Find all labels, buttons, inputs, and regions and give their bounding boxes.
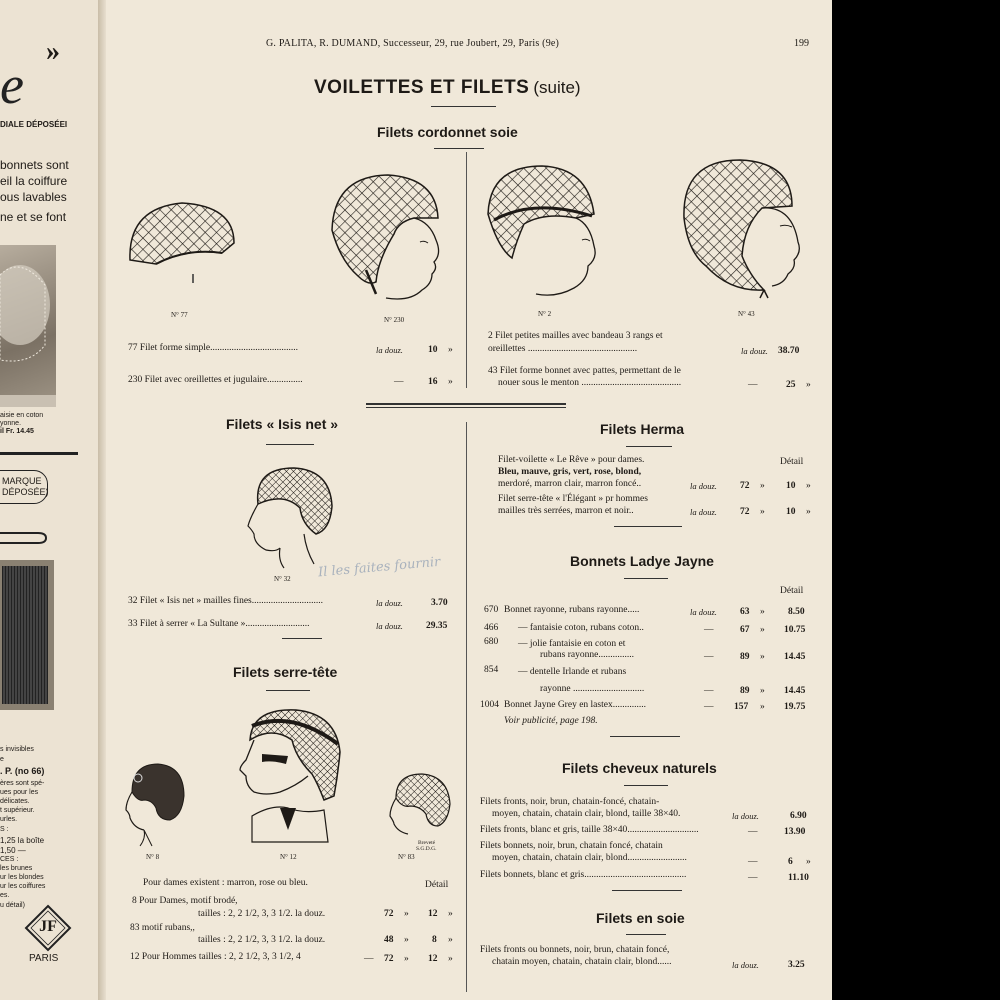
price-unit: la douz. bbox=[732, 960, 759, 970]
price-row-line: rayonne .............................. bbox=[540, 684, 645, 694]
price-value: 12 bbox=[428, 954, 438, 964]
price-value: 6.90 bbox=[790, 811, 807, 821]
price-value: 3.70 bbox=[431, 598, 448, 608]
divider bbox=[0, 452, 78, 455]
price-value: 10.75 bbox=[784, 625, 806, 635]
figure-caption: N° 2 bbox=[538, 310, 552, 318]
left-text-line: ous lavables bbox=[0, 190, 67, 204]
left-text-line: CES : bbox=[0, 856, 19, 863]
price-unit: la douz. bbox=[376, 621, 403, 631]
page-gutter bbox=[98, 0, 106, 1000]
price-row bbox=[128, 375, 303, 386]
section-rule bbox=[282, 638, 322, 639]
left-text-line: les brunes bbox=[0, 865, 33, 872]
price-row-line: moyen, chatain, chatain clair, blond, taille 38×40. bbox=[492, 809, 681, 819]
left-text-line: bonnets sont bbox=[0, 158, 69, 172]
price-unit: — bbox=[704, 625, 714, 635]
net-illustration-12 bbox=[232, 704, 344, 855]
price-row-line: Filets fronts, noir, brun, chatain-foncé, chatain- bbox=[480, 797, 660, 807]
column-header-detail: Détail bbox=[425, 880, 449, 890]
hairpin-icon bbox=[0, 528, 48, 551]
left-text-line: ur les coiffures bbox=[0, 883, 46, 890]
price-value: 10 bbox=[428, 345, 438, 355]
column-header-detail: Détail bbox=[780, 457, 804, 467]
section-heading-cordonnet: Filets cordonnet soie bbox=[377, 124, 518, 140]
price-unit: — bbox=[394, 377, 404, 387]
left-text-line: es. bbox=[0, 892, 10, 899]
left-text-line: 1,50 — bbox=[0, 846, 26, 855]
closing-quote: » bbox=[46, 36, 60, 67]
handwritten-note: Il les faites fournir bbox=[317, 554, 441, 581]
price-value: » bbox=[760, 607, 765, 617]
price-value: 14.45 bbox=[784, 652, 806, 662]
price-value: 72 bbox=[740, 507, 750, 517]
item-number: 680 bbox=[484, 637, 499, 647]
item-number: 466 bbox=[484, 623, 499, 633]
price-value: 157 bbox=[734, 702, 749, 712]
figure-caption: N° 83 bbox=[398, 853, 415, 861]
price-value: » bbox=[448, 954, 453, 964]
price-row-line: Bleu, mauve, gris, vert, rose, blond, bbox=[498, 467, 642, 477]
section-heading-ladye-jayne: Bonnets Ladye Jayne bbox=[570, 553, 714, 569]
figure-caption: N° 8 bbox=[146, 853, 160, 861]
left-text-line: ères sont spé- bbox=[0, 780, 45, 787]
left-text-line: ur les blondes bbox=[0, 874, 44, 881]
price-unit: — bbox=[704, 686, 714, 696]
net-illustration-32 bbox=[244, 464, 334, 577]
price-unit: — bbox=[748, 857, 758, 867]
figure-caption: N° 77 bbox=[171, 311, 188, 319]
net-illustration-77 bbox=[126, 198, 238, 293]
price-row: 32 Filet « Isis net » mailles fines.............................. bbox=[128, 596, 324, 606]
item-description: 230 Filet avec oreillettes et jugulaire bbox=[128, 375, 268, 385]
photo-caption: yonne. bbox=[0, 420, 22, 427]
price-row-line: nouer sous le menton .......................................... bbox=[498, 378, 682, 388]
price-row-line: Filets fronts ou bonnets, noir, brun, chatain foncé, bbox=[480, 945, 670, 955]
price-value: 13.90 bbox=[784, 827, 806, 837]
jf-logo bbox=[24, 904, 72, 952]
price-value: » bbox=[448, 345, 453, 355]
net-illustration-43 bbox=[680, 156, 806, 307]
price-row: 33 Filet à serrer « La Sultane »........................... bbox=[128, 619, 310, 629]
price-value: 67 bbox=[740, 625, 750, 635]
price-value: » bbox=[760, 686, 765, 696]
column-rule bbox=[466, 152, 467, 388]
price-row-line: Filet serre-tête « l'Élégant » pr hommes bbox=[498, 494, 648, 504]
price-value: 89 bbox=[740, 686, 750, 696]
section-heading-cheveux-naturels: Filets cheveux naturels bbox=[562, 760, 717, 776]
price-value: » bbox=[760, 625, 765, 635]
price-value: » bbox=[404, 935, 409, 945]
price-row-line: Filets bonnets, noir, brun, chatain foncé, chatain bbox=[480, 841, 663, 851]
jf-logo-text: JF bbox=[39, 918, 57, 935]
price-unit: — bbox=[748, 380, 758, 390]
price-value: 14.45 bbox=[784, 686, 806, 696]
price-value: » bbox=[404, 954, 409, 964]
city-label: PARIS bbox=[29, 953, 59, 964]
price-row-line: — jolie fantaisie en coton et bbox=[518, 639, 626, 649]
price-value: 16 bbox=[428, 377, 438, 387]
section-rule bbox=[610, 736, 680, 737]
price-unit: la douz. bbox=[376, 598, 403, 608]
trademark-label: DIALE DÉPOSÉEI bbox=[0, 120, 68, 129]
marque-label: DÉPOSÉE) bbox=[2, 487, 49, 497]
price-row-line: Filets bonnets, blanc et gris........................................... bbox=[480, 870, 687, 880]
price-value: 72 bbox=[384, 909, 394, 919]
price-value: » bbox=[448, 909, 453, 919]
dot-leader: ..................................... bbox=[210, 343, 298, 353]
price-row-line: 43 Filet forme bonnet avec pattes, permettant de le bbox=[488, 366, 681, 376]
scan-background bbox=[832, 0, 1000, 1000]
price-value: » bbox=[448, 377, 453, 387]
left-text-line: . P. (no 66) bbox=[0, 766, 45, 776]
section-rule bbox=[266, 690, 310, 691]
title-suite: (suite) bbox=[533, 78, 581, 97]
section-rule bbox=[626, 934, 666, 935]
figure-caption: N° 43 bbox=[738, 310, 755, 318]
net-illustration-8 bbox=[122, 760, 186, 857]
item-description: rayonne bbox=[540, 684, 571, 694]
price-row bbox=[128, 343, 298, 354]
item-description: 77 Filet forme simple bbox=[128, 343, 211, 353]
hairpin-box-image bbox=[0, 560, 54, 710]
photo-caption: il Fr. 14.45 bbox=[0, 428, 34, 435]
item-description: rubans rayonne bbox=[540, 650, 599, 660]
price-unit: — bbox=[364, 954, 374, 964]
price-value: » bbox=[806, 380, 811, 390]
left-text-line: eil la coiffure bbox=[0, 174, 68, 188]
item-description: Filets fronts, blanc et gris, taille 38×40 bbox=[480, 825, 628, 835]
item-description: 33 Filet à serrer « La Sultane » bbox=[128, 619, 246, 629]
section-rule bbox=[266, 444, 314, 445]
price-value: 8 bbox=[432, 935, 437, 945]
left-text-line: t supérieur. bbox=[0, 807, 35, 814]
price-value: » bbox=[806, 857, 811, 867]
price-value: » bbox=[760, 702, 765, 712]
title-main: VOILETTES ET FILETS bbox=[314, 77, 530, 98]
price-row-line: — dentelle Irlande et rubans bbox=[518, 667, 627, 677]
price-row-line: chatain moyen, chatain, chatain clair, blond...... bbox=[492, 957, 672, 967]
serre-intro: Pour dames existent : marron, rose ou bleu. bbox=[143, 878, 308, 888]
price-unit: la douz. bbox=[690, 481, 717, 491]
section-rule bbox=[434, 148, 484, 149]
item-description: moyen, chatain, chatain clair, blond bbox=[492, 853, 628, 863]
price-unit: la douz. bbox=[732, 811, 759, 821]
running-head: G. PALITA, R. DUMAND, Successeur, 29, rue Joubert, 29, Paris (9e) bbox=[266, 38, 560, 49]
title-rule bbox=[431, 106, 496, 107]
item-number: 670 bbox=[484, 605, 499, 615]
section-rule bbox=[614, 526, 682, 527]
price-value: 48 bbox=[384, 935, 394, 945]
price-unit: la douz. bbox=[690, 507, 717, 517]
price-row-line: rubans rayonne............... bbox=[540, 650, 634, 660]
price-value: 38.70 bbox=[778, 346, 800, 356]
price-row-line: Filet-voilette « Le Rêve » pour dames. bbox=[498, 455, 645, 465]
price-value: 19.75 bbox=[784, 702, 806, 712]
item-number: 854 bbox=[484, 665, 499, 675]
section-rule bbox=[612, 890, 682, 891]
price-value: » bbox=[760, 481, 765, 491]
section-divider bbox=[366, 403, 566, 405]
net-illustration-2 bbox=[484, 162, 600, 307]
left-text-line: délicates. bbox=[0, 798, 30, 805]
figure-caption: N° 32 bbox=[274, 575, 291, 583]
price-value: 63 bbox=[740, 607, 750, 617]
price-row-line: Bonnet rayonne, rubans rayonne..... bbox=[504, 605, 640, 615]
left-text-line: 1,25 la boîte bbox=[0, 836, 45, 845]
section-heading-serre-tete: Filets serre-tête bbox=[233, 664, 338, 680]
price-value: 12 bbox=[428, 909, 438, 919]
section-heading-en-soie: Filets en soie bbox=[596, 910, 685, 926]
price-row-line: moyen, chatain, chatain clair, blond......................... bbox=[492, 853, 687, 863]
price-row-line: merdoré, marron clair, marron foncé.. bbox=[498, 479, 642, 489]
section-rule bbox=[624, 578, 668, 579]
price-value: 10 bbox=[786, 507, 796, 517]
figure-caption: N° 230 bbox=[384, 316, 405, 324]
section-heading-herma: Filets Herma bbox=[600, 421, 685, 437]
page-number: 199 bbox=[794, 38, 809, 49]
price-value: 11.10 bbox=[788, 873, 809, 883]
marque-label: MARQUE bbox=[2, 476, 42, 486]
left-text-line: e bbox=[0, 756, 4, 763]
price-row-line: oreillettes .............................................. bbox=[488, 344, 638, 354]
price-unit: la douz. bbox=[376, 345, 403, 355]
dot-leader: ............... bbox=[267, 375, 303, 385]
left-page-fragment bbox=[0, 0, 98, 1000]
price-row-line: 8 Pour Dames, motif brodé, bbox=[132, 896, 238, 906]
column-header-detail: Détail bbox=[780, 586, 804, 596]
left-text-line: ne et se font bbox=[0, 210, 67, 224]
brand-tag: S.G.D.G. bbox=[416, 846, 437, 852]
price-unit: — bbox=[704, 702, 714, 712]
price-value: 89 bbox=[740, 652, 750, 662]
left-text-line: urles. bbox=[0, 816, 18, 823]
price-value: 25 bbox=[786, 380, 796, 390]
figure-caption: N° 12 bbox=[280, 853, 297, 861]
price-unit: — bbox=[748, 873, 758, 883]
price-unit: — bbox=[704, 652, 714, 662]
price-row-line: 83 motif rubans,, bbox=[130, 923, 195, 933]
price-row-line: Bonnet Jayne Grey en lastex.............. bbox=[504, 700, 646, 710]
price-row-line: 2 Filet petites mailles avec bandeau 3 rangs et bbox=[488, 331, 663, 341]
price-row-line: mailles très serrées, marron et noir.. bbox=[498, 506, 634, 516]
price-value: » bbox=[404, 909, 409, 919]
price-row-line: tailles : 2, 2 1/2, 3, 3 1/2. la douz. bbox=[198, 935, 326, 945]
left-text-line: u détail) bbox=[0, 902, 25, 909]
price-value: » bbox=[806, 481, 811, 491]
left-text-line: ues pour les bbox=[0, 789, 39, 796]
item-description: Filets bonnets, blanc et gris bbox=[480, 870, 585, 880]
price-row-line: Filets fronts, blanc et gris, taille 38×40.............................. bbox=[480, 825, 699, 835]
price-row-line: — fantaisie coton, rubans coton.. bbox=[518, 623, 644, 633]
price-value: 29.35 bbox=[426, 621, 448, 631]
price-row-line: 12 Pour Hommes tailles : 2, 2 1/2, 3, 3 1/2, 4 bbox=[130, 952, 301, 962]
price-value: » bbox=[448, 935, 453, 945]
cross-reference: Voir publicité, page 198. bbox=[504, 716, 598, 726]
price-value: 6 bbox=[788, 857, 793, 867]
item-description: oreillettes bbox=[488, 344, 526, 354]
left-text-line: s invisibles bbox=[0, 746, 34, 753]
script-letter: e bbox=[0, 55, 24, 115]
section-rule bbox=[626, 446, 672, 447]
price-unit: — bbox=[748, 827, 758, 837]
page-title bbox=[314, 77, 581, 99]
price-value: 3.25 bbox=[788, 960, 805, 970]
column-rule bbox=[466, 422, 467, 992]
price-value: 10 bbox=[786, 481, 796, 491]
item-description: Bonnet Jayne Grey en lastex bbox=[504, 700, 613, 710]
brand-tag: Breveté bbox=[418, 840, 436, 846]
item-description: 32 Filet « Isis net » mailles fines bbox=[128, 596, 252, 606]
price-unit: la douz. bbox=[741, 346, 768, 356]
price-value: 72 bbox=[740, 481, 750, 491]
section-divider bbox=[366, 407, 566, 408]
price-value: » bbox=[760, 652, 765, 662]
net-illustration-230 bbox=[328, 170, 452, 315]
item-number: 1004 bbox=[480, 700, 499, 710]
item-description: nouer sous le menton bbox=[498, 378, 580, 388]
price-value: » bbox=[760, 507, 765, 517]
catalog-page bbox=[106, 0, 832, 1000]
price-value: » bbox=[806, 507, 811, 517]
section-rule bbox=[624, 785, 668, 786]
section-heading-isis: Filets « Isis net » bbox=[226, 416, 339, 432]
price-value: 8.50 bbox=[788, 607, 805, 617]
price-row-line: tailles : 2, 2 1/2, 3, 3 1/2. la douz. bbox=[198, 909, 326, 919]
advert-photo bbox=[0, 245, 56, 407]
price-unit: la douz. bbox=[690, 607, 717, 617]
photo-caption: aisie en coton bbox=[0, 412, 44, 419]
price-value: 72 bbox=[384, 954, 394, 964]
left-text-line: S : bbox=[0, 826, 9, 833]
